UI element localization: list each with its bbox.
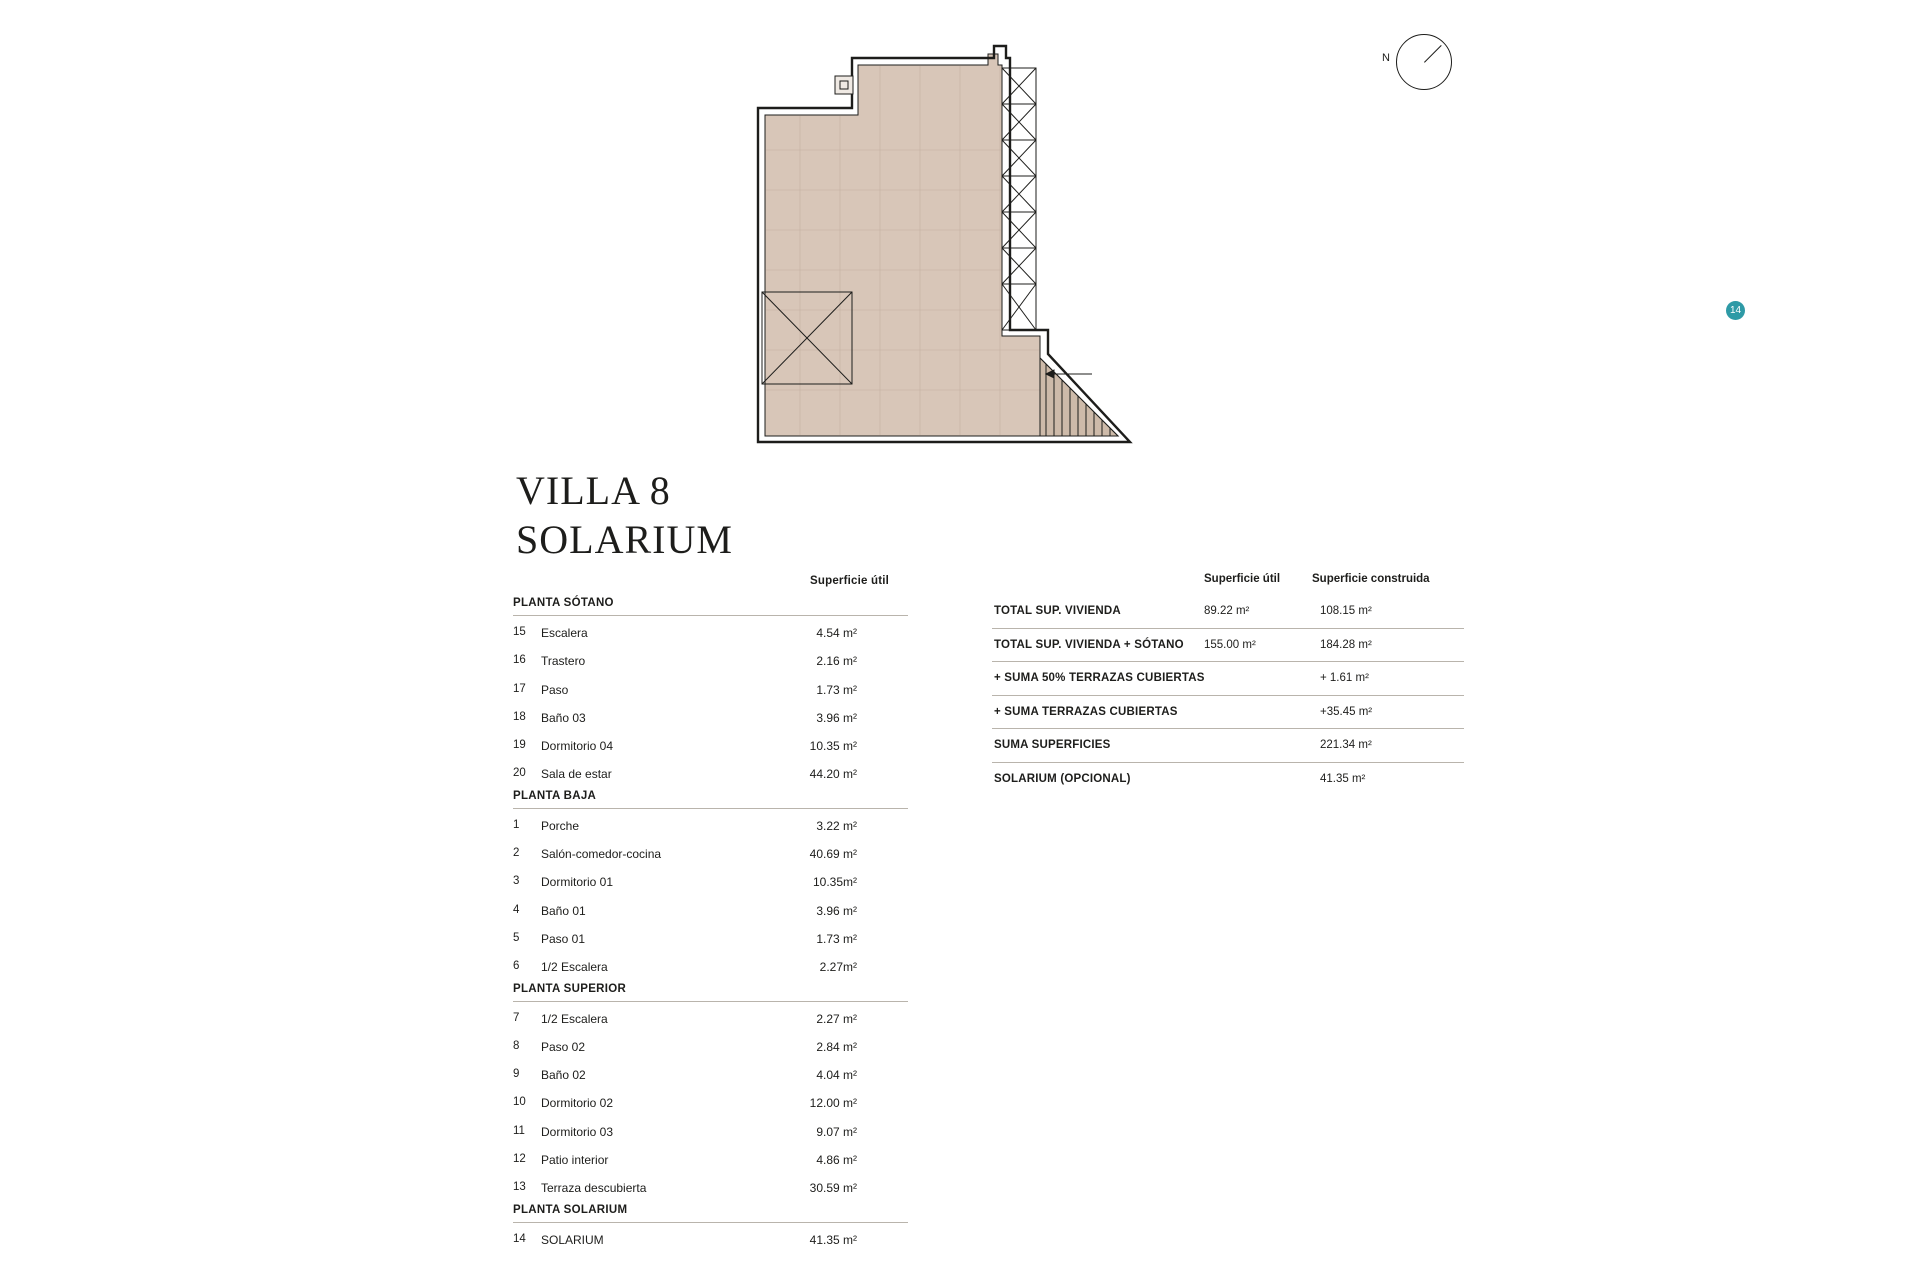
row-number: 15 xyxy=(513,626,526,638)
summary-label: TOTAL SUP. VIVIENDA + SÓTANO xyxy=(994,638,1184,651)
row-label: Dormitorio 03 xyxy=(541,1124,614,1139)
room-marker-14: 14 xyxy=(1726,301,1745,320)
row-value: 3.96 m² xyxy=(816,903,857,918)
section-rows-sotano xyxy=(513,620,908,790)
row-value: 1.73 m² xyxy=(816,682,857,697)
row-value: 41.35 m² xyxy=(809,1232,857,1247)
section-heading-superior: PLANTA SUPERIOR xyxy=(513,983,908,1002)
row-number: 5 xyxy=(513,931,520,944)
summary-util: 155.00 m² xyxy=(1204,638,1256,651)
summary-construida: 184.28 m² xyxy=(1320,638,1372,651)
row-number: 6 xyxy=(513,960,520,973)
surface-area-table xyxy=(513,575,908,1255)
compass-north-label: N xyxy=(1382,52,1391,64)
summary-label: SOLARIUM (OPCIONAL) xyxy=(994,772,1131,785)
row-label: Salón-comedor-cocina xyxy=(541,847,662,862)
row-number: 18 xyxy=(513,710,526,723)
row-value: 4.04 m² xyxy=(816,1068,857,1083)
section-heading-sotano: PLANTA SÓTANO xyxy=(513,597,908,616)
summary-construida: 108.15 m² xyxy=(1320,605,1372,617)
row-number: 13 xyxy=(513,1181,526,1194)
table-row xyxy=(513,620,908,648)
row-number: 11 xyxy=(513,1124,525,1137)
row-number: 12 xyxy=(513,1153,526,1166)
row-label: Dormitorio 02 xyxy=(541,1096,614,1111)
row-value: 3.96 m² xyxy=(816,710,857,725)
row-label: Patio interior xyxy=(541,1153,609,1168)
row-label: 1/2 Escalera xyxy=(541,960,608,975)
table-row xyxy=(513,733,908,761)
row-value: 2.84 m² xyxy=(816,1039,857,1054)
table-row xyxy=(513,1006,908,1034)
table-row xyxy=(513,926,908,954)
table-row xyxy=(513,648,908,676)
row-number: 2 xyxy=(513,847,520,860)
row-value: 44.20 m² xyxy=(809,767,857,782)
table-row xyxy=(513,1034,908,1062)
summary-construida: +35.45 m² xyxy=(1320,705,1373,718)
row-value: 2.27 m² xyxy=(816,1011,857,1026)
row-label: Baño 03 xyxy=(541,710,586,725)
row-number: 3 xyxy=(513,875,520,888)
table-row xyxy=(513,898,908,926)
table-row xyxy=(513,761,908,789)
table-row xyxy=(513,869,908,897)
row-value: 40.69 m² xyxy=(809,847,857,862)
row-value: 12.00 m² xyxy=(809,1096,857,1111)
summary-row xyxy=(992,729,1464,763)
row-number: 17 xyxy=(513,682,526,695)
summary-table-headers xyxy=(992,573,1464,595)
section-rows-superior xyxy=(513,1006,908,1204)
row-number: 10 xyxy=(513,1096,526,1109)
table-row xyxy=(513,813,908,841)
row-label: Paso 02 xyxy=(541,1039,586,1054)
row-label: SOLARIUM xyxy=(541,1232,604,1247)
section-heading-solarium: PLANTA SOLARIUM xyxy=(513,1204,908,1223)
table-row xyxy=(513,1119,908,1147)
page-title xyxy=(516,466,733,564)
summary-row xyxy=(992,629,1464,663)
row-number: 1 xyxy=(513,818,520,831)
row-number: 7 xyxy=(513,1011,520,1024)
header-superficie-util: Superficie útil xyxy=(810,575,890,587)
row-number: 14 xyxy=(513,1232,526,1245)
row-value: 30.59 m² xyxy=(809,1181,857,1196)
summary-label: + SUMA 50% TERRAZAS CUBIERTAS xyxy=(994,672,1205,684)
table-row xyxy=(513,705,908,733)
row-value: 2.27m² xyxy=(819,960,857,975)
left-table-column-header xyxy=(513,575,908,597)
row-number: 19 xyxy=(513,739,526,752)
section-rows-baja xyxy=(513,813,908,983)
summary-row xyxy=(992,662,1464,696)
title-line-1: VILLA 8 xyxy=(516,468,671,513)
row-value: 3.22 m² xyxy=(816,818,857,833)
header-superficie-util: Superficie útil xyxy=(1204,573,1281,585)
row-label: 1/2 Escalera xyxy=(541,1011,608,1026)
section-rows-solarium xyxy=(513,1227,908,1255)
row-value: 9.07 m² xyxy=(816,1124,857,1139)
section-heading-baja: PLANTA BAJA xyxy=(513,790,908,809)
table-row xyxy=(513,1147,908,1175)
row-number: 9 xyxy=(513,1068,520,1081)
solarium-floorplan-drawing xyxy=(740,40,1742,460)
summary-label: + SUMA TERRAZAS CUBIERTAS xyxy=(994,705,1178,718)
summary-construida: 221.34 m² xyxy=(1320,739,1372,751)
summary-label: TOTAL SUP. VIVIENDA xyxy=(994,605,1121,617)
table-row xyxy=(513,677,908,705)
row-label: Baño 02 xyxy=(541,1068,586,1083)
row-value: 10.35 m² xyxy=(809,739,857,754)
row-label: Dormitorio 04 xyxy=(541,739,614,754)
row-label: Trastero xyxy=(541,654,586,669)
row-label: Sala de estar xyxy=(541,767,612,782)
row-label: Dormitorio 01 xyxy=(541,875,614,890)
row-value: 2.16 m² xyxy=(816,654,857,669)
summary-row xyxy=(992,696,1464,730)
row-label: Baño 01 xyxy=(541,903,586,918)
summary-construida: + 1.61 m² xyxy=(1320,672,1369,684)
table-row xyxy=(513,954,908,982)
row-value: 10.35m² xyxy=(812,875,857,890)
row-value: 1.73 m² xyxy=(816,931,857,946)
compass-icon xyxy=(1382,34,1452,104)
row-number: 8 xyxy=(513,1039,520,1052)
summary-label: SUMA SUPERFICIES xyxy=(994,739,1111,751)
summary-table xyxy=(992,573,1464,795)
title-line-2: SOLARIUM xyxy=(516,517,733,562)
row-value: 4.54 m² xyxy=(816,626,857,640)
table-row xyxy=(513,1227,908,1255)
row-value: 4.86 m² xyxy=(816,1153,857,1168)
table-row xyxy=(513,1175,908,1203)
summary-util: 89.22 m² xyxy=(1204,605,1250,617)
header-superficie-construida: Superficie construida xyxy=(1312,573,1430,585)
row-label: Escalera xyxy=(541,626,588,640)
summary-construida: 41.35 m² xyxy=(1320,772,1366,785)
row-label: Porche xyxy=(541,818,580,833)
row-label: Paso 01 xyxy=(541,931,586,946)
table-row xyxy=(513,841,908,869)
row-label: Paso xyxy=(541,682,569,697)
table-row xyxy=(513,1090,908,1118)
row-number: 20 xyxy=(513,767,526,780)
summary-row xyxy=(992,595,1464,629)
table-row xyxy=(513,1062,908,1090)
row-label: Terraza descubierta xyxy=(541,1181,647,1196)
row-number: 4 xyxy=(513,903,520,916)
row-number: 16 xyxy=(513,654,526,667)
summary-row xyxy=(992,763,1464,796)
